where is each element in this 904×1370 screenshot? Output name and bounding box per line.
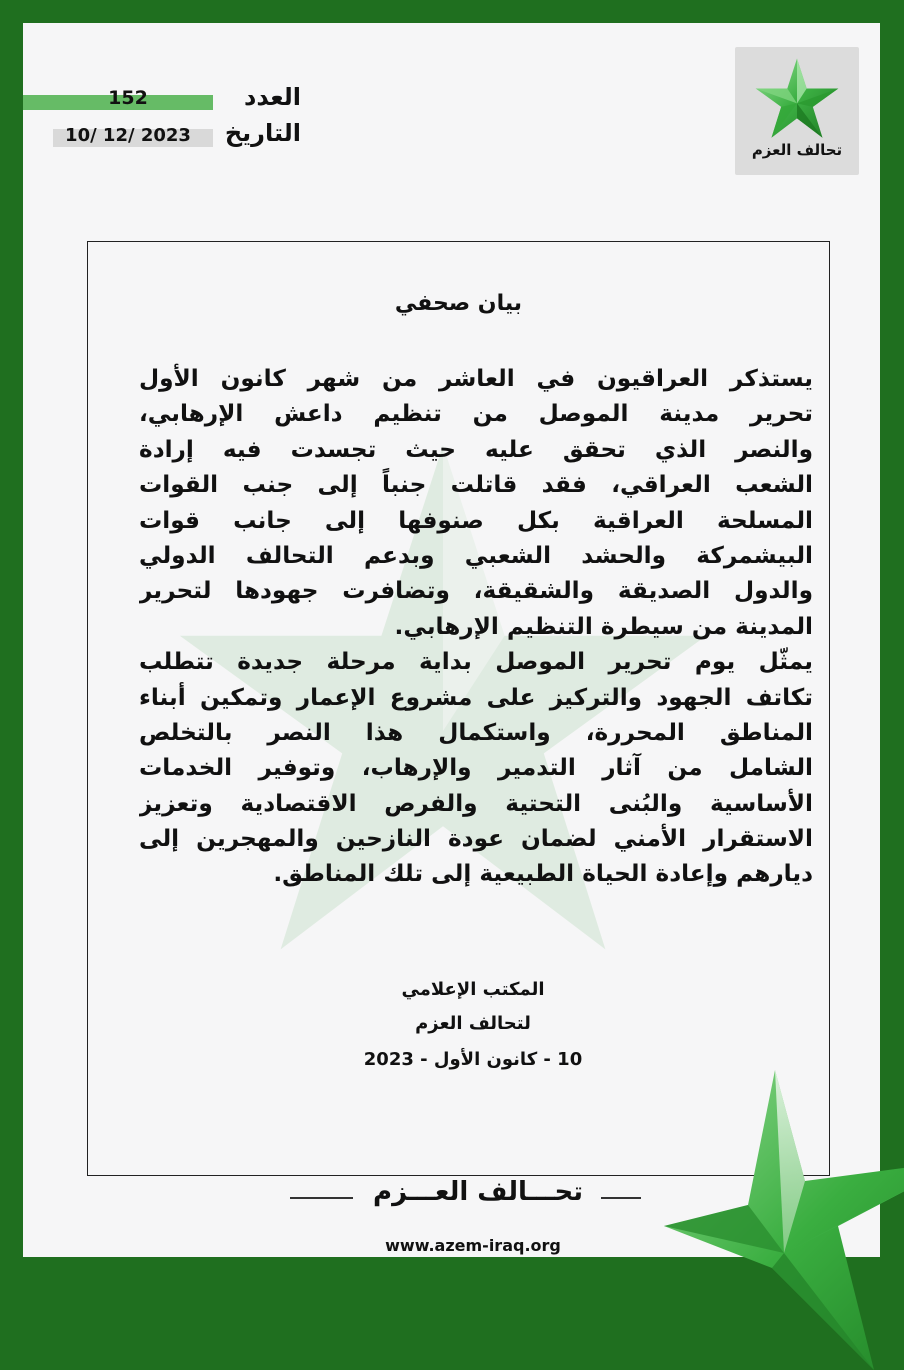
signature-office: المكتب الإعلامي xyxy=(401,979,545,1000)
body-line: المدينة من سيطرة التنظيم الإرهابي. xyxy=(394,612,813,640)
body-line: والنصر الذي تحقق عليه حيث تجسدت فيه إرادة xyxy=(139,435,813,463)
footer-brand: تحـــالف العـــزم xyxy=(373,1177,583,1207)
body-line: تكاتف الجهود والتركيز على مشروع الإعمار وتمكين أبناء xyxy=(139,683,813,711)
body-line: الاستقرار الأمني لضمان عودة النازحين والمهجرين إلى xyxy=(139,825,813,853)
logo-text: تحالف العزم xyxy=(751,141,843,159)
footer-url[interactable]: www.azem-iraq.org xyxy=(385,1236,561,1255)
body-line: يمثّل يوم تحرير الموصل بداية مرحلة جديدة تتطلب xyxy=(139,648,813,676)
body-line: المسلحة العراقية بكل صنوفها إلى جانب قوات xyxy=(139,506,813,534)
signature-date: 10 - كانون الأول - 2023 xyxy=(363,1049,583,1070)
body-line: يستذكر العراقيون في العاشر من شهر كانون الأول xyxy=(139,365,813,392)
footer-divider-left xyxy=(290,1197,353,1199)
body-line: الأساسية والبُنى التحتية والفرص الاقتصادية وتعزيز xyxy=(139,789,813,817)
decorative-star-icon xyxy=(664,1070,904,1370)
footer-divider-right xyxy=(601,1197,641,1199)
body-line: الشامل من آثار التدمير والإرهاب، وتوفير الخدمات xyxy=(139,754,813,782)
date-label: التاريخ xyxy=(224,119,301,147)
issue-date: 10/ 12/ 2023 xyxy=(65,125,191,146)
body-line: والدول الصديقة والشقيقة، وتضافرت جهودها لتحرير xyxy=(139,577,813,605)
body-line: ديارهم وإعادة الحياة الطبيعية إلى تلك المناطق. xyxy=(273,860,813,888)
body-line: المناطق المحررة، واستكمال هذا النصر بالتخلص xyxy=(139,718,813,746)
body-line: تحرير مدينة الموصل من تنظيم داعش الإرهابي، xyxy=(139,400,813,428)
statement-body xyxy=(139,361,813,892)
body-line: البيشمركة والحشد الشعبي وبدعم التحالف الدولي xyxy=(139,541,813,569)
issue-number: 152 xyxy=(108,87,148,109)
signature-org: لتحالف العزم xyxy=(415,1013,531,1034)
green-star-icon xyxy=(753,55,841,143)
issue-label: العدد xyxy=(244,83,301,111)
body-line: الشعب العراقي، فقد قاتلت جنباً إلى جنب القوات xyxy=(139,471,813,499)
logo xyxy=(735,47,859,175)
document-title: بيان صحفي xyxy=(394,291,523,316)
